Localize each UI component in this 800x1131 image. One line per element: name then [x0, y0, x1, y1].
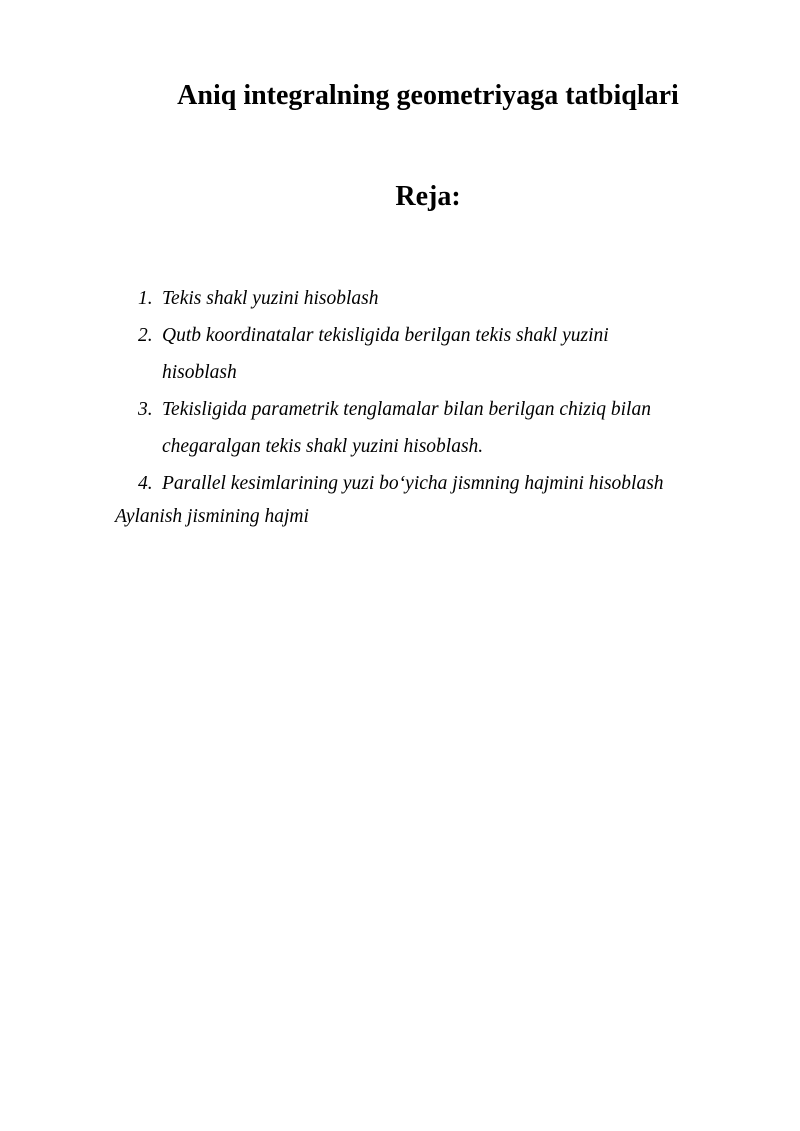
tail-text: Aylanish jismining hajmi: [115, 506, 309, 527]
plan-item-text: Tekis shakl yuzini hisoblash: [162, 288, 379, 309]
plan-item-text: Tekisligida parametrik tenglamalar bilan berilgan chiziq bilan chegaralgan tekis shakl yuzini hisoblash.: [162, 399, 651, 457]
plan-item-number: 4.: [138, 473, 153, 494]
plan-item-number: 3.: [138, 399, 153, 420]
plan-item-number: 2.: [138, 325, 153, 346]
plan-item: [115, 280, 735, 317]
plan-item: [115, 465, 735, 502]
plan-item: [115, 317, 662, 391]
plan-item-text: Qutb koordinatalar tekisligida berilgan tekis shakl yuzini hisoblash: [162, 325, 609, 383]
plan-item: [115, 391, 722, 465]
plan-item-number: 1.: [138, 288, 153, 309]
plan-list: [115, 280, 735, 502]
plan-item-text: Parallel kesimlarining yuzi bo‘yicha jismning hajmini hisoblash: [162, 473, 664, 494]
page-title: Aniq integralning geometriyaga tatbiqlari: [177, 80, 679, 111]
plan-heading: Reja:: [395, 181, 461, 212]
